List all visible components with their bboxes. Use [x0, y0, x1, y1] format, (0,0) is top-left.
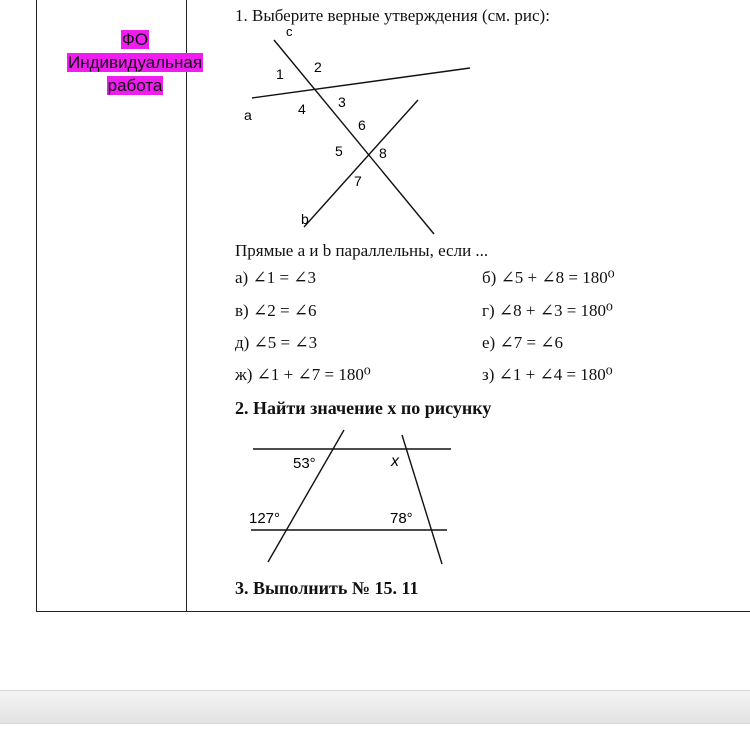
form-type-line-2: Индивидуальная [67, 53, 203, 72]
option-g: ж) ∠1 + ∠7 = 180⁰ [235, 365, 371, 384]
angle-label-1: 1 [276, 66, 284, 82]
form-type-label [49, 28, 221, 97]
right-transversal [402, 435, 442, 564]
angle-label-6: 6 [358, 117, 366, 133]
option-c: в) ∠2 = ∠6 [235, 301, 317, 320]
angle-label-3: 3 [338, 94, 346, 110]
angle-label-7: 7 [354, 173, 362, 189]
label-line-b: b [301, 211, 309, 227]
task2-title: 2. Найти значение х по рисунку [235, 398, 492, 418]
form-type-line-1: ФО [121, 30, 149, 49]
option-e: д) ∠5 = ∠3 [235, 333, 318, 352]
task3-title: 3. Выполнить № 15. 11 [235, 578, 419, 598]
option-f: е) ∠7 = ∠6 [482, 333, 564, 352]
label-line-c: c [286, 24, 293, 39]
left-transversal [268, 430, 344, 562]
task2-figure [245, 426, 460, 576]
option-a: а) ∠1 = ∠3 [235, 268, 317, 287]
angle-78-label: 78° [390, 510, 413, 527]
angle-label-4: 4 [298, 101, 306, 117]
task1-title: 1. Выберите верные утверждения (см. рис): [235, 6, 550, 25]
option-b: б) ∠5 + ∠8 = 180⁰ [482, 268, 615, 287]
angle-53-label: 53° [293, 455, 316, 472]
task1-figure [238, 22, 478, 237]
option-h: з) ∠1 + ∠4 = 180⁰ [482, 365, 613, 384]
angle-x-label: x [391, 453, 399, 470]
angle-label-8: 8 [379, 145, 387, 161]
form-type-line-3: работа [107, 76, 163, 95]
label-line-a: a [244, 107, 252, 123]
angle-127-label: 127° [249, 510, 281, 527]
line-c [274, 40, 434, 234]
angle-label-2: 2 [314, 59, 322, 75]
angle-label-5: 5 [335, 143, 343, 159]
option-d: г) ∠8 + ∠3 = 180⁰ [482, 301, 613, 320]
task1-prompt: Прямые a и b параллельны, если ... [235, 241, 489, 260]
bottom-toolbar [0, 690, 750, 724]
line-a [252, 68, 470, 98]
